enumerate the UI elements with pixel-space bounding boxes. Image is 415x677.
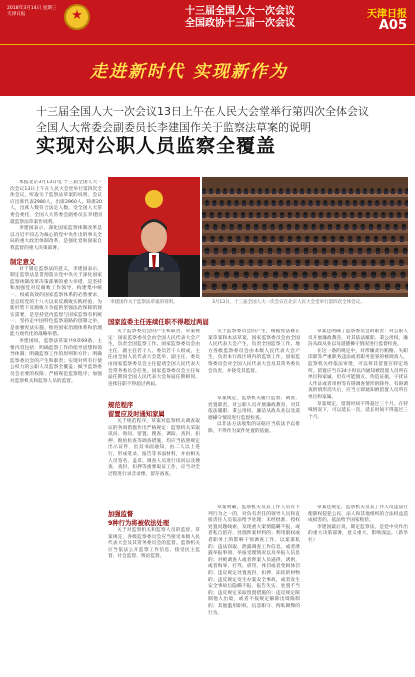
delegate-figure-body bbox=[249, 215, 253, 218]
delegate-figure-body bbox=[241, 215, 245, 218]
delegate-figure-body bbox=[390, 263, 394, 266]
delegate-figure-body bbox=[301, 203, 305, 206]
delegate-figure-body bbox=[304, 287, 308, 290]
delegate-figure-body bbox=[202, 239, 206, 242]
delegate-figure-body bbox=[385, 227, 389, 230]
article-paragraph: 草案规定，留置时间不得超过三个月。在特殊情况下，可以延长一次，延长时间不得超过三个月。 bbox=[308, 401, 408, 420]
article-column-4 bbox=[308, 329, 408, 499]
delegate-figure-body bbox=[257, 215, 261, 218]
delegate-figure-body bbox=[332, 275, 336, 278]
delegate-figure-body bbox=[314, 287, 318, 290]
delegate-figure-body bbox=[219, 239, 223, 242]
delegate-figure-body bbox=[258, 191, 262, 194]
delegate-figure-body bbox=[376, 251, 380, 254]
delegate-figure-body bbox=[262, 227, 266, 230]
section-heading-row-1 bbox=[108, 318, 408, 328]
delegate-figure-body bbox=[286, 191, 290, 194]
delegate-figure-body bbox=[319, 215, 323, 218]
delegate-figure-body bbox=[202, 287, 206, 290]
delegate-figure-body bbox=[394, 227, 398, 230]
delegate-figure-body bbox=[397, 215, 401, 218]
delegate-figure-body bbox=[221, 227, 225, 230]
masthead-title-line1: 十三届全国人大一次会议 bbox=[185, 6, 295, 17]
delegate-figure-body bbox=[209, 191, 213, 194]
article-paragraph: 草案还规定，监察机关及其工作人员违法行使职权侵犯公民、法人和其他组织的合法权益造成损害的，依法给予国家赔偿。 bbox=[308, 505, 408, 524]
delegate-figure-body bbox=[253, 287, 257, 290]
delegate-figure-body bbox=[374, 215, 378, 218]
delegate-figure-body bbox=[288, 215, 292, 218]
delegate-figure-body bbox=[328, 227, 332, 230]
delegate-figure-body bbox=[397, 203, 401, 206]
article-paragraph: 草案还明确了监察委员会的职责：对公职人员开展廉政教育，对其依法履职、秉公用权、廉洁从政从业以及道德操守情况进行监督检查。 bbox=[308, 329, 408, 348]
delegate-figure-body bbox=[406, 287, 408, 290]
delegate-figure-body bbox=[315, 263, 319, 266]
delegate-figure-body bbox=[225, 275, 229, 278]
delegate-figure-body bbox=[331, 239, 335, 242]
delegate-figure-body bbox=[214, 251, 218, 254]
delegate-figure-body bbox=[293, 191, 297, 194]
delegate-figure-body bbox=[335, 287, 339, 290]
delegate-figure-body bbox=[205, 275, 209, 278]
delegate-figure-body bbox=[216, 191, 220, 194]
delegate-figure-body bbox=[396, 287, 400, 290]
delegate-figure-body bbox=[362, 263, 366, 266]
delegate-figure-body bbox=[279, 203, 283, 206]
delegate-figure-body bbox=[225, 215, 229, 218]
delegate-figure-body bbox=[271, 227, 275, 230]
delegate-figure-body bbox=[249, 203, 253, 206]
delegate-figure-body bbox=[375, 287, 379, 290]
delegate-figure-body bbox=[327, 215, 331, 218]
delegate-figure-body bbox=[242, 203, 246, 206]
delegate-figure-body bbox=[322, 239, 326, 242]
article-column-5 bbox=[108, 396, 200, 500]
article-paragraph: 李建国说，监察法草案共9章69条，主要内容包括：明确监察工作的指导思想和领导体制；明确监察工作的原则和方针；明确监察委员会的产生和职责；实现对所有行使公权力的公职人员监察全覆盖；赋予监察委员会必要的权限；严格规范监察程序；加强对监察机关和监察人员的监督。 bbox=[10, 339, 102, 384]
article-paragraph: 关于规范程序，草案对监察机关调查取证的各项措施作出严格规定：监察机关采取讯问、询问、留置、搜查、调取、查封、扣押、勘验检查等调查措施，均应当依照规定出示证件，出具书面通知，由二人以上进行，形成笔录、报告等书面材料，并由相关人员签名、盖章。调查人员进行讯问以及搜查、查封、扣押等重要取证工作，应当对全过程进行录音录像，留存备查。 bbox=[108, 419, 200, 477]
subheadline-2: 全国人大常委会副委员长李建国作关于监察法草案的说明 bbox=[36, 121, 311, 134]
delegate-figure-body bbox=[358, 251, 362, 254]
subheadline-1: 十三届全国人大一次会议13日上午在人民大会堂举行第四次全体会议 bbox=[36, 105, 369, 118]
delegate-figure-body bbox=[348, 239, 352, 242]
delegate-figure-body bbox=[343, 263, 347, 266]
delegate-figure-body bbox=[286, 251, 290, 254]
delegate-figure-body bbox=[405, 203, 408, 206]
delegate-figure-body bbox=[353, 203, 357, 206]
delegate-figure-body bbox=[305, 239, 309, 242]
article-column-9 bbox=[308, 505, 408, 670]
delegate-figure-body bbox=[218, 215, 222, 218]
delegate-figure-body bbox=[381, 275, 385, 278]
delegate-figure-body bbox=[212, 203, 216, 206]
delegate-figure-body bbox=[258, 263, 262, 266]
masthead-title-line2: 全国政协十三届一次会议 bbox=[185, 18, 295, 29]
delegate-figure-body bbox=[372, 275, 376, 278]
delegate-figure-body bbox=[399, 263, 403, 266]
delegate-figure-body bbox=[340, 251, 344, 254]
delegate-figure-body bbox=[265, 191, 269, 194]
delegate-figure-body bbox=[220, 203, 224, 206]
delegate-figure-body bbox=[277, 263, 281, 266]
section-heading-significance: 制定意义 bbox=[10, 258, 36, 266]
article-column-3 bbox=[208, 329, 300, 394]
delegate-figure-body bbox=[362, 275, 366, 278]
delegate-figure-body bbox=[402, 227, 406, 230]
delegate-figure-body bbox=[244, 275, 248, 278]
delegate-figure-body bbox=[284, 287, 288, 290]
delegate-figure-body bbox=[287, 227, 291, 230]
delegate-figure-body bbox=[245, 239, 249, 242]
masthead bbox=[0, 0, 415, 96]
masthead-divider bbox=[0, 44, 415, 45]
article-paragraph: 本报北京3月13日电 十三届全国人大一次会议13日上午在人民大会堂举行第四次全体会议，听取关于监察法草案的说明。会议应出席代表2980人，出席2960人，缺席20人，出席人数符合法定人数。受全国人大常委会委托，全国人大常委会副委员长李建国就监察法草案作说明。 bbox=[10, 180, 102, 225]
section-heading-procedure: 规范程序 bbox=[108, 402, 134, 409]
delegate-figure-body bbox=[222, 287, 226, 290]
delegate-figure-body bbox=[250, 251, 254, 254]
delegate-figure-body bbox=[312, 227, 316, 230]
delegate-figure-body bbox=[363, 191, 367, 194]
delegate-figure-body bbox=[335, 215, 339, 218]
delegate-figure-body bbox=[283, 275, 287, 278]
delegate-figure-body bbox=[279, 191, 283, 194]
delegate-figure-body bbox=[240, 263, 244, 266]
delegate-figure-body bbox=[384, 191, 388, 194]
delegate-figure-body bbox=[286, 203, 290, 206]
article-column-2 bbox=[108, 329, 200, 394]
delegate-figure-body bbox=[254, 275, 258, 278]
article-paragraph: 草案明确，监察机关及其工作人员有下列行为之一的，对负有责任的领导人员和直接责任人员依法给予处理：未经批准、授权处置问题线索，发现重大案情隐瞒不报，或者私自留存、处理涉案材料的；利用职权或者职务上的影响干预调查工作、以案谋私的；违法窃取、泄露调查工作信息，或者泄露举报事项、举报受理情况以及举报人信息的；对被调查人或者涉案人员逼供、诱供，或者侮辱、打骂、虐待、体罚或者变相体罚的；违反规定处置查封、扣押、冻结的财物的；违反规定发生办案安全事故，或者发生安全事故后隐瞒不报、报告失实、处置不当的；违反规定采取留置措施的；违反规定限制他人出境，或者不按规定解除出境限制的；其他滥用职权、玩忽职守、徇私舞弊的行为。 bbox=[208, 505, 300, 616]
delegate-figure-body bbox=[350, 215, 354, 218]
article-paragraph: 对于制定监察法的意义，李建国表示，制定监察法是贯彻落实党中央关于深化国家监察体制改革决策部署的重大举措，是坚持和加强党对反腐败工作领导、构建集中统一、权威高效的国家监察体系的必然要求，是总结党的十八大以来反腐败实践经验、为新形势下反腐败斗争提供坚强法治保障的现实需要，是坚持党内监督与国家监察有机统一、坚持走中国特色监察道路的创制之举，是加强宪法实施、推进国家治理体系和治理能力现代化的战略举措。 bbox=[10, 266, 102, 338]
delegate-figure-body bbox=[391, 239, 395, 242]
delegate-figure-body bbox=[381, 215, 385, 218]
delegate-figure-body bbox=[303, 215, 307, 218]
delegate-figure-body bbox=[366, 215, 370, 218]
delegate-figure-body bbox=[288, 239, 292, 242]
delegate-figure-body bbox=[383, 203, 387, 206]
article-paragraph: 草案规定，监察机关履行监督、调查、处置职责，对公职人员开展廉政教育，对其依法履职、秉公用权、廉洁从政从业以及道德操守情况进行监督检查。 bbox=[208, 396, 300, 421]
delegate-figure-body bbox=[374, 239, 378, 242]
article-column-8 bbox=[208, 505, 300, 670]
delegate-figure-body bbox=[303, 227, 307, 230]
delegate-figure-body bbox=[223, 191, 227, 194]
section-heading-detention-notice: 留置应及时通知家属 bbox=[108, 411, 165, 418]
delegate-figure-body bbox=[324, 263, 328, 266]
main-headline: 实现对公职人员监察全覆盖 bbox=[36, 135, 277, 157]
speaker-photo-caption: 李建国作关于监察法草案的说明。 bbox=[110, 300, 178, 305]
delegate-figure-body bbox=[254, 239, 258, 242]
delegate-figure-body bbox=[303, 275, 307, 278]
delegate-figure-body bbox=[296, 263, 300, 266]
delegate-figure-body bbox=[264, 203, 268, 206]
delegate-figure-body bbox=[221, 263, 225, 266]
assembly-hall-photo bbox=[202, 177, 408, 297]
speaker-photo-graphic bbox=[108, 177, 200, 297]
delegate-figure-body bbox=[223, 251, 227, 254]
delegate-figure-body bbox=[385, 251, 389, 254]
article-paragraph: 关于监察委员会的产生和职责，草案规定：国家监察委员会由全国人民代表大会产生，负责全国监察工作。国家监察委员会由主任、副主任若干人、委员若干人组成，主任由全国人民代表大会选举，副主任、委员由国家监察委员会主任提请全国人民代表大会常务委员会任免。国家监察委员会主任每届任期同全国人民代表大会每届任期相同，连续任职不得超过两届。 bbox=[108, 329, 200, 387]
delegate-figure-body bbox=[368, 203, 372, 206]
delegate-figure-body bbox=[361, 227, 365, 230]
article-column-1 bbox=[10, 180, 102, 670]
delegate-figure-body bbox=[235, 203, 239, 206]
delegate-figure-body bbox=[272, 215, 276, 218]
delegate-figure-body bbox=[295, 227, 299, 230]
delegate-figure-body bbox=[309, 203, 313, 206]
section-heading-nine-behaviors: 9种行为将被依法处理 bbox=[108, 520, 170, 527]
delegate-figure-body bbox=[394, 251, 398, 254]
delegate-figure-body bbox=[391, 275, 395, 278]
delegate-figure-body bbox=[273, 287, 277, 290]
delegate-figure-body bbox=[328, 191, 332, 194]
delegate-figure-body bbox=[369, 227, 373, 230]
delegate-figure-body bbox=[234, 275, 238, 278]
article-paragraph: 李建国表示，深化国家监察体制改革是以习近平同志为核心的党中央作出的事关全局的重大政治体制改革，是强化党和国家自我监督的重大决策部署。 bbox=[10, 226, 102, 251]
delegate-figure-body bbox=[257, 203, 261, 206]
delegate-figure-body bbox=[241, 251, 245, 254]
delegate-figure-body bbox=[230, 227, 234, 230]
delegate-figure-body bbox=[305, 263, 309, 266]
delegate-figure-body bbox=[383, 239, 387, 242]
delegate-figure-body bbox=[357, 239, 361, 242]
masthead-title bbox=[160, 6, 320, 30]
delegate-figure-body bbox=[360, 203, 364, 206]
delegate-figure-body bbox=[342, 275, 346, 278]
delegate-figure-body bbox=[230, 263, 234, 266]
delegate-figure-body bbox=[279, 227, 283, 230]
article-paragraph: 以非法方法收集的证据应当依法予以排除，不得作为案件处置的依据。 bbox=[208, 422, 300, 434]
delegate-figure-body bbox=[294, 203, 298, 206]
delegate-figure-body bbox=[367, 251, 371, 254]
delegate-figure-body bbox=[294, 287, 298, 290]
delegate-figure-body bbox=[381, 263, 385, 266]
newspaper-name: 天津日报 bbox=[367, 9, 407, 20]
delegate-figure-body bbox=[232, 251, 236, 254]
delegate-figure-body bbox=[346, 203, 350, 206]
delegate-figure-body bbox=[342, 215, 346, 218]
delegate-figure-body bbox=[202, 215, 206, 218]
assembly-hall-graphic bbox=[202, 177, 408, 297]
speaker-photo bbox=[108, 177, 200, 297]
issue-date: 2018年3月14日 星期三 天津日报 bbox=[7, 6, 57, 17]
delegate-figure-body bbox=[377, 227, 381, 230]
delegate-figure-body bbox=[316, 203, 320, 206]
delegate-figure-body bbox=[202, 191, 206, 194]
delegate-figure-body bbox=[398, 191, 402, 194]
delegate-figure-body bbox=[342, 191, 346, 194]
delegate-figure-body bbox=[233, 215, 237, 218]
delegate-figure-body bbox=[356, 191, 360, 194]
delegate-figure-body bbox=[210, 215, 214, 218]
delegate-figure-body bbox=[322, 251, 326, 254]
delegate-figure-body bbox=[264, 275, 268, 278]
delegate-figure-body bbox=[400, 239, 404, 242]
delegate-figure-body bbox=[243, 287, 247, 290]
delegate-figure-body bbox=[403, 251, 407, 254]
delegate-figure-body bbox=[296, 215, 300, 218]
article-column-7 bbox=[108, 505, 200, 670]
delegate-figure-body bbox=[323, 275, 327, 278]
delegate-figure-body bbox=[323, 203, 327, 206]
delegate-figure-body bbox=[405, 215, 408, 218]
delegate-figure-body bbox=[336, 227, 340, 230]
delegate-figure-body bbox=[205, 227, 209, 230]
delegate-figure-body bbox=[280, 215, 284, 218]
delegate-figure-body bbox=[355, 287, 359, 290]
delegate-figure-body bbox=[259, 251, 263, 254]
delegate-figure-body bbox=[271, 239, 275, 242]
delegate-figure-body bbox=[371, 263, 375, 266]
article-paragraph: 关于对监察机关和监察人员的监督，草案规定，各级监察委员会应当接受本级人民代表大会及其常务委员会的监督。监察机关应当依法公开监察工作信息，接受民主监督、社会监督、舆论监督。 bbox=[108, 528, 200, 560]
masthead-banner: 走进新时代 实现新作为 bbox=[90, 62, 288, 82]
delegate-figure-body bbox=[331, 203, 335, 206]
delegate-figure-body bbox=[251, 191, 255, 194]
delegate-figure-body bbox=[375, 203, 379, 206]
delegate-figure-body bbox=[320, 227, 324, 230]
delegate-figure-body bbox=[236, 239, 240, 242]
delegate-figure-body bbox=[300, 191, 304, 194]
delegate-figure-body bbox=[345, 287, 349, 290]
delegate-figure-body bbox=[202, 263, 206, 266]
delegate-figure-body bbox=[401, 275, 405, 278]
delegate-figure-body bbox=[304, 251, 308, 254]
delegate-figure-body bbox=[244, 191, 248, 194]
page-code: A05 bbox=[378, 18, 407, 33]
delegate-figure-body bbox=[353, 227, 357, 230]
delegate-figure-body bbox=[277, 251, 281, 254]
delegate-figure-body bbox=[365, 239, 369, 242]
delegate-figure-body bbox=[293, 275, 297, 278]
delegate-figure-body bbox=[358, 215, 362, 218]
delegate-figure-body bbox=[268, 251, 272, 254]
delegate-figure-body bbox=[352, 263, 356, 266]
delegate-figure-body bbox=[272, 203, 276, 206]
delegate-figure-body bbox=[254, 227, 258, 230]
delegate-figure-body bbox=[314, 191, 318, 194]
delegate-figure-body bbox=[390, 203, 394, 206]
delegate-figure-body bbox=[237, 191, 241, 194]
delegate-figure-body bbox=[264, 215, 268, 218]
delegate-figure-body bbox=[228, 239, 232, 242]
delegate-figure-body bbox=[263, 287, 267, 290]
delegate-figure-body bbox=[215, 275, 219, 278]
delegate-figure-body bbox=[262, 239, 266, 242]
delegate-figure-body bbox=[335, 191, 339, 194]
delegate-figure-body bbox=[246, 227, 250, 230]
delegate-figure-body bbox=[211, 263, 215, 266]
delegate-figure-body bbox=[268, 263, 272, 266]
delegate-figure-body bbox=[334, 263, 338, 266]
article-paragraph: 关于监察委员会的产生，根据宪法修正案草案和本法草案，国家监察委员会由全国人民代表大会产生，负责全国监察工作。地方各级监察委员会由本级人民代表大会产生，负责本行政区域内的监察工作。国家监察委员会对全国人民代表大会及其常务委员会负责，并接受其监督。 bbox=[208, 329, 300, 374]
delegate-figure-body bbox=[272, 191, 276, 194]
delegate-figure-body bbox=[349, 191, 353, 194]
article-paragraph: 李建国最后说，制定监察法，是党中央作出的重大决策部署，意义重大、影响深远。（新华社） bbox=[308, 524, 408, 543]
delegate-figure-body bbox=[344, 227, 348, 230]
delegate-figure-body bbox=[211, 239, 215, 242]
delegate-figure-body bbox=[352, 275, 356, 278]
delegate-figure-body bbox=[377, 191, 381, 194]
delegate-figure-body bbox=[233, 287, 237, 290]
delegate-figure-body bbox=[331, 251, 335, 254]
delegate-figure-body bbox=[386, 287, 390, 290]
delegate-figure-body bbox=[213, 227, 217, 230]
delegate-figure-body bbox=[287, 263, 291, 266]
national-emblem-icon bbox=[64, 4, 90, 30]
section-heading-oversight: 加强监督 bbox=[108, 511, 134, 518]
delegate-figure-body bbox=[391, 191, 395, 194]
delegate-figure-body bbox=[313, 251, 317, 254]
delegate-figure-body bbox=[321, 191, 325, 194]
delegate-figure-body bbox=[314, 239, 318, 242]
delegate-figure-body bbox=[279, 239, 283, 242]
delegate-figure-body bbox=[295, 251, 299, 254]
delegate-figure-body bbox=[227, 203, 231, 206]
delegate-figure-body bbox=[389, 215, 393, 218]
assembly-photo-caption: 3月13日，十三届全国人大一次会议在北京人民大会堂举行第四次全体会议。 bbox=[212, 300, 365, 305]
delegate-figure-body bbox=[274, 275, 278, 278]
delegate-figure-body bbox=[238, 227, 242, 230]
delegate-figure-body bbox=[349, 251, 353, 254]
delegate-figure-body bbox=[340, 239, 344, 242]
delegate-figure-body bbox=[297, 239, 301, 242]
article-column-6 bbox=[208, 396, 300, 500]
delegate-figure-body bbox=[212, 287, 216, 290]
delegate-figure-body bbox=[405, 191, 408, 194]
delegate-figure-body bbox=[205, 203, 209, 206]
delegate-figure-body bbox=[230, 191, 234, 194]
delegate-figure-body bbox=[249, 263, 253, 266]
delegate-figure-body bbox=[365, 287, 369, 290]
delegate-figure-body bbox=[324, 287, 328, 290]
delegate-figure-body bbox=[338, 203, 342, 206]
section-heading-term-limit: 国家监委主任连续任职不得超过两届 bbox=[108, 319, 209, 326]
delegate-figure-body bbox=[311, 215, 315, 218]
delegate-figure-body bbox=[370, 191, 374, 194]
article-paragraph: 在这一条的规定中，对涉嫌贪污贿赂、失职渎职等严重职务违法或者职务犯罪的被调查人，监察机关经依法审批，可以将其留置在特定场所。留置应当在24小时以内通知被留置人员所在单位和家属，但有可能毁灭、伪造证据，干扰证人作证或者串供等有碍调查情形的除外。有碍调查的情形消失后，应当立即通知被留置人员所在单位和家属。 bbox=[308, 348, 408, 400]
delegate-figure-body bbox=[307, 191, 311, 194]
delegate-figure-body bbox=[313, 275, 317, 278]
delegate-figure-body bbox=[205, 251, 209, 254]
